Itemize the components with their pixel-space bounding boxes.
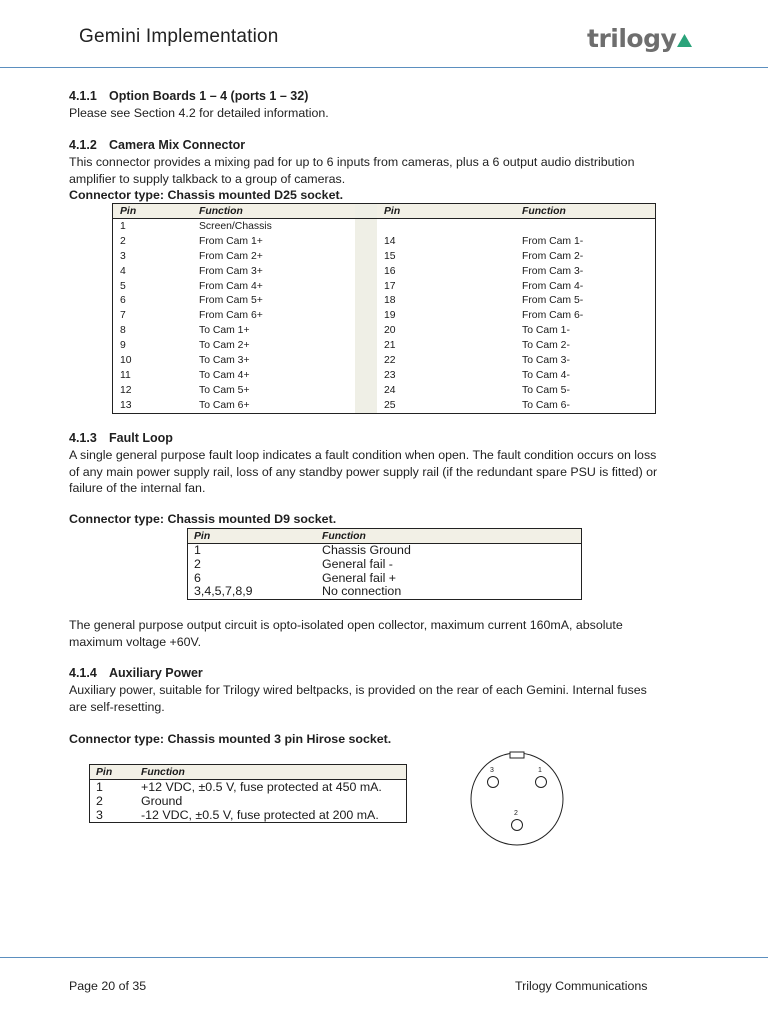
function-cell: From Cam 6+ [199, 310, 263, 322]
pin-cell: 20 [384, 325, 396, 337]
pin-cell: 15 [384, 250, 396, 262]
column-header: Pin [377, 204, 515, 219]
column-header: Pin [90, 765, 136, 780]
pin-cell: 23 [384, 369, 396, 381]
section-title: Camera Mix Connector [109, 138, 246, 152]
body-line: A single general purpose fault loop indicates a fault condition when open. The fault condition occurs on loss [69, 448, 657, 462]
column-header: Pin [113, 204, 193, 219]
column-header: Function [316, 529, 582, 544]
function-cell: From Cam 4+ [199, 280, 263, 292]
pin-cell: 17 [384, 280, 396, 292]
section-number: 4.1.4 [69, 666, 97, 680]
trilogy-logo [587, 24, 692, 52]
column-header: Function [515, 204, 656, 219]
body-line: The general purpose output circuit is opto-isolated open collector, maximum current 160mA, absolute [69, 618, 623, 632]
section-heading-411 [69, 89, 308, 103]
function-cell: Screen/Chassis [199, 220, 272, 232]
table-row [90, 808, 407, 823]
section-heading-413 [69, 431, 173, 445]
pin-1-contact [536, 777, 547, 788]
function-cell: Chassis Ground [322, 543, 411, 557]
table-header-row [90, 765, 407, 780]
table-row [113, 338, 656, 353]
pin-cell: 8 [120, 325, 126, 337]
function-cell: From Cam 2- [522, 250, 584, 262]
pin-cell: 18 [384, 295, 396, 307]
pin-2-contact [512, 820, 523, 831]
table-spacer [355, 234, 377, 249]
footer-rule [0, 957, 768, 958]
function-cell: From Cam 5+ [199, 295, 263, 307]
pin-cell: 11 [120, 369, 131, 381]
pin-cell: 1 [120, 220, 126, 232]
pin-cell: 12 [120, 384, 132, 396]
body-line: This connector provides a mixing pad for up to 6 inputs from cameras, plus a 6 output audio distribution [69, 155, 635, 169]
function-cell: To Cam 3+ [199, 354, 250, 366]
function-cell [515, 219, 656, 234]
function-cell: From Cam 1- [522, 235, 584, 247]
body-line: are self-resetting. [69, 699, 165, 714]
table-row [188, 585, 582, 599]
pin-cell: 16 [384, 265, 396, 277]
pin-cell: 25 [384, 399, 396, 411]
logo-text: trilogy [587, 23, 677, 53]
connector-type-hirose: Connector type: Chassis mounted 3 pin Hirose socket. [69, 732, 392, 746]
pin-cell: 6 [194, 570, 201, 585]
function-cell: From Cam 3- [522, 265, 584, 277]
function-cell: To Cam 1- [522, 325, 570, 337]
pin-cell: 14 [384, 235, 396, 247]
table-spacer [355, 279, 377, 294]
function-cell: No connection [322, 584, 402, 599]
pin-cell: 19 [384, 310, 396, 322]
pin-cell: 21 [384, 340, 396, 352]
table-spacer [355, 383, 377, 398]
triangle-icon [677, 34, 692, 47]
pin-cell: 5 [120, 280, 126, 292]
function-cell: To Cam 6- [522, 399, 570, 411]
pin-cell [377, 219, 515, 234]
column-header: Function [192, 204, 355, 219]
pin-cell: 1 [96, 780, 103, 794]
pin-cell: 9 [120, 340, 126, 352]
section-title: Fault Loop [109, 431, 173, 445]
pin-cell: 4 [120, 265, 126, 277]
pin-cell: 3 [96, 808, 103, 822]
pin-cell: 3,4,5,7,8,9 [194, 584, 253, 599]
function-cell: General fail + [322, 570, 397, 585]
pin-cell: 2 [120, 235, 126, 247]
table-row [113, 308, 656, 323]
function-cell: To Cam 3- [522, 354, 570, 366]
section-heading-414 [69, 666, 203, 680]
body-line: failure of the internal fan. [69, 481, 206, 495]
pin-cell: 3 [120, 250, 126, 262]
table-row [113, 323, 656, 338]
function-cell: To Cam 5- [522, 384, 570, 396]
table-row [188, 544, 582, 558]
table-row [113, 398, 656, 413]
column-header: Function [135, 765, 407, 780]
section-number: 4.1.3 [69, 431, 97, 445]
function-cell: -12 VDC, ±0.5 V, fuse protected at 200 mA. [141, 808, 379, 822]
table-header-row [113, 204, 656, 219]
section-heading-412 [69, 138, 245, 152]
table-row [188, 558, 582, 572]
function-cell: From Cam 5- [522, 295, 584, 307]
socket-outline [471, 753, 563, 845]
table-spacer [355, 264, 377, 279]
function-cell: From Cam 3+ [199, 265, 263, 277]
function-cell: General fail - [322, 556, 393, 571]
table-row [113, 293, 656, 308]
connector-type-d25: Connector type: Chassis mounted D25 socket. [69, 188, 344, 202]
function-cell: To Cam 4- [522, 369, 570, 381]
function-cell: To Cam 2- [522, 340, 570, 352]
pin-3-contact [488, 777, 499, 788]
section-body-414 [69, 682, 699, 715]
body-line: maximum voltage +60V. [69, 634, 202, 649]
section-body-412 [69, 154, 699, 187]
table-row [90, 794, 407, 808]
table-row [113, 368, 656, 383]
pin-cell: 10 [120, 354, 132, 366]
table-row [113, 383, 656, 398]
table-row [113, 279, 656, 294]
section-body-411: Please see Section 4.2 for detailed information. [69, 106, 329, 120]
fault-loop-note [69, 617, 699, 650]
function-cell: From Cam 6- [522, 310, 584, 322]
body-line: of any main power supply rail, loss of any standby power supply rail (if the redundant spare PSU is fitted) or [69, 464, 658, 479]
function-cell: To Cam 2+ [199, 340, 250, 352]
table-row [113, 264, 656, 279]
function-cell: To Cam 4+ [199, 369, 250, 381]
hirose-socket-diagram [462, 748, 574, 848]
table-row [113, 219, 656, 234]
function-cell: To Cam 1+ [199, 325, 250, 337]
table-spacer [355, 204, 377, 219]
body-line: Auxiliary power, suitable for Trilogy wired beltpacks, is provided on the rear of each Gemini. Internal fuses [69, 683, 647, 697]
column-header: Pin [188, 529, 317, 544]
pin-cell: 2 [96, 794, 103, 808]
function-cell: From Cam 4- [522, 280, 584, 292]
function-cell: To Cam 6+ [199, 399, 250, 411]
function-cell: From Cam 2+ [199, 250, 263, 262]
table-spacer [355, 323, 377, 338]
table-spacer [355, 308, 377, 323]
table-row [113, 234, 656, 249]
company-name: Trilogy Communications [515, 979, 648, 993]
d9-pinout-table [187, 528, 582, 600]
table-spacer [355, 338, 377, 353]
table-row [90, 780, 407, 795]
pin-cell: 1 [194, 543, 201, 557]
d25-pinout-table [112, 203, 656, 414]
pin-2-label: 2 [514, 810, 518, 817]
function-cell: From Cam 1+ [199, 235, 263, 247]
table-spacer [355, 293, 377, 308]
page-number: Page 20 of 35 [69, 979, 147, 993]
table-row [113, 249, 656, 264]
body-line: amplifier to supply talkback to a group of cameras. [69, 171, 346, 186]
section-number: 4.1.1 [69, 89, 97, 103]
table-row [113, 353, 656, 368]
pin-cell: 24 [384, 384, 396, 396]
socket-key [510, 752, 524, 758]
table-spacer [355, 398, 377, 413]
pin-cell: 6 [120, 295, 126, 307]
pin-cell: 22 [384, 354, 396, 366]
pin-cell: 7 [120, 310, 126, 322]
section-number: 4.1.2 [69, 138, 97, 152]
table-header-row [188, 529, 582, 544]
function-cell: +12 VDC, ±0.5 V, fuse protected at 450 mA. [141, 780, 382, 794]
table-spacer [355, 219, 377, 234]
connector-type-d9: Connector type: Chassis mounted D9 socket. [69, 512, 337, 526]
header-rule [0, 67, 768, 68]
table-spacer [355, 249, 377, 264]
section-title: Auxiliary Power [109, 666, 203, 680]
function-cell: Ground [141, 794, 183, 808]
section-title: Option Boards 1 – 4 (ports 1 – 32) [109, 89, 309, 103]
pin-cell: 13 [120, 399, 132, 411]
hirose-pinout-table [89, 764, 407, 823]
section-body-413 [69, 447, 699, 497]
table-row [188, 572, 582, 586]
table-spacer [355, 368, 377, 383]
document-title: Gemini Implementation [79, 26, 279, 47]
pin-1-label: 1 [538, 767, 542, 774]
pin-cell: 2 [194, 556, 201, 571]
pin-3-label: 3 [490, 767, 494, 774]
function-cell: To Cam 5+ [199, 384, 250, 396]
table-spacer [355, 353, 377, 368]
